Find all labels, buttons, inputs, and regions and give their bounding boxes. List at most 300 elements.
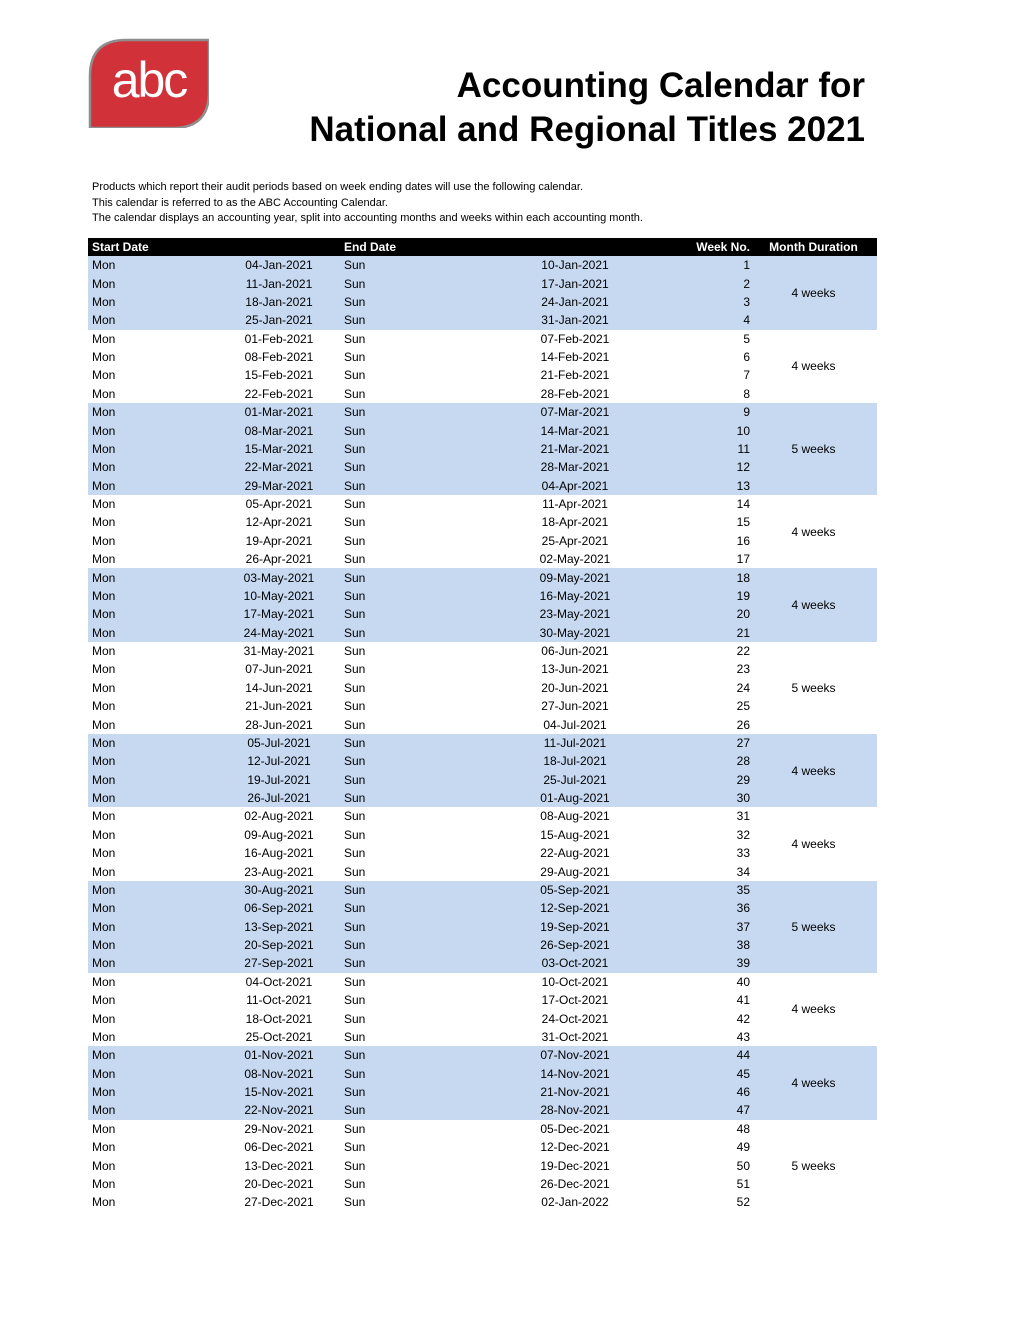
end-date: 17-Oct-2021	[541, 993, 609, 1008]
start-date: 10-May-2021	[216, 587, 342, 605]
start-date: 22-Nov-2021	[216, 1101, 342, 1119]
table-row	[88, 1046, 877, 1064]
month-duration: 4 weeks	[750, 256, 877, 330]
end-day: Sun	[344, 809, 366, 824]
start-date: 23-Aug-2021	[244, 864, 314, 879]
start-date: 08-Feb-2021	[244, 350, 314, 365]
month-duration: 4 weeks	[750, 1046, 877, 1120]
end-date: 24-Jan-2021	[470, 293, 680, 311]
week-no: 51	[736, 1176, 750, 1191]
start-date: 21-Jun-2021	[245, 699, 313, 714]
start-date: 03-May-2021	[216, 568, 342, 586]
start-date: 08-Nov-2021	[216, 1065, 342, 1083]
start-day: Mon	[92, 350, 116, 365]
start-date: 04-Oct-2021	[245, 974, 313, 989]
start-date: 31-May-2021	[243, 644, 315, 659]
end-date: 12-Sep-2021	[470, 899, 680, 917]
start-date: 01-Nov-2021	[216, 1046, 342, 1064]
table-row	[88, 330, 877, 348]
end-day: Sun	[344, 974, 366, 989]
week-no: 24	[736, 680, 750, 695]
end-date: 20-Jun-2021	[541, 680, 609, 695]
end-date: 16-May-2021	[470, 587, 680, 605]
start-date: 14-Jun-2021	[245, 680, 313, 695]
end-date: 18-Apr-2021	[541, 515, 609, 530]
week-no: 47	[680, 1101, 750, 1119]
end-date: 31-Jan-2021	[470, 311, 680, 329]
start-date: 20-Sep-2021	[216, 936, 342, 954]
week-no: 35	[680, 881, 750, 899]
week-no: 3	[680, 293, 750, 311]
end-day: Sun	[342, 256, 470, 274]
week-no: 1	[680, 256, 750, 274]
end-day: Sun	[344, 552, 366, 567]
end-date: 21-Mar-2021	[470, 440, 680, 458]
end-date: 21-Nov-2021	[470, 1083, 680, 1101]
week-no: 49	[736, 1140, 750, 1155]
table-row	[88, 807, 877, 825]
end-day: Sun	[344, 350, 366, 365]
end-date: 13-Jun-2021	[541, 662, 609, 677]
start-date: 25-Oct-2021	[245, 1029, 313, 1044]
start-date: 26-Apr-2021	[245, 552, 313, 567]
page-title	[309, 64, 865, 152]
week-no: 52	[736, 1195, 750, 1210]
week-no: 36	[680, 899, 750, 917]
header-end-date: End Date	[342, 238, 470, 256]
start-day: Mon	[88, 421, 216, 439]
month-duration: 4 weeks	[750, 568, 877, 642]
header-end-blank	[470, 238, 680, 256]
title-line-1: Accounting Calendar for	[456, 66, 865, 105]
start-day: Mon	[92, 1176, 116, 1191]
end-date: 24-Oct-2021	[541, 1011, 609, 1026]
logo-text: abc	[111, 52, 187, 108]
week-no: 46	[680, 1083, 750, 1101]
end-day: Sun	[344, 1140, 366, 1155]
end-date: 01-Aug-2021	[470, 789, 680, 807]
month-duration: 4 weeks	[750, 734, 877, 808]
end-date: 17-Jan-2021	[470, 274, 680, 292]
start-day: Mon	[88, 458, 216, 476]
end-day: Sun	[344, 699, 366, 714]
start-date: 05-Jul-2021	[216, 734, 342, 752]
start-day: Mon	[92, 1029, 116, 1044]
start-day: Mon	[92, 846, 116, 861]
end-date: 02-Jan-2022	[541, 1195, 609, 1210]
end-date: 08-Aug-2021	[540, 809, 610, 824]
end-day: Sun	[342, 477, 470, 495]
table-row	[88, 881, 877, 899]
end-day: Sun	[344, 1121, 366, 1136]
start-date: 06-Sep-2021	[216, 899, 342, 917]
month-duration: 5 weeks	[791, 1158, 836, 1173]
abc-logo	[88, 38, 209, 128]
end-date: 05-Dec-2021	[540, 1121, 610, 1136]
end-date: 14-Mar-2021	[470, 421, 680, 439]
calendar-body	[88, 256, 877, 1212]
end-date: 18-Jul-2021	[470, 752, 680, 770]
start-day: Mon	[88, 1065, 216, 1083]
table-row	[88, 495, 877, 513]
start-date: 15-Nov-2021	[216, 1083, 342, 1101]
end-day: Sun	[344, 993, 366, 1008]
end-day: Sun	[342, 954, 470, 972]
end-day: Sun	[344, 662, 366, 677]
intro-text	[92, 180, 643, 227]
end-day: Sun	[344, 533, 366, 548]
table-row	[88, 973, 877, 991]
start-day: Mon	[88, 477, 216, 495]
start-date: 22-Mar-2021	[216, 458, 342, 476]
end-day: Sun	[344, 497, 366, 512]
end-day: Sun	[342, 1083, 470, 1101]
month-duration: 4 weeks	[791, 1002, 836, 1017]
end-date: 04-Apr-2021	[470, 477, 680, 495]
end-day: Sun	[344, 1195, 366, 1210]
week-no: 15	[736, 515, 750, 530]
month-duration: 4 weeks	[791, 524, 836, 539]
start-day: Mon	[92, 368, 116, 383]
start-date: 01-Feb-2021	[244, 331, 314, 346]
start-day: Mon	[92, 533, 116, 548]
end-day: Sun	[342, 1046, 470, 1064]
end-date: 22-Aug-2021	[540, 846, 610, 861]
start-day: Mon	[92, 1140, 116, 1155]
end-date: 06-Jun-2021	[541, 644, 609, 659]
end-date: 23-May-2021	[470, 605, 680, 623]
start-date: 04-Jan-2021	[216, 256, 342, 274]
end-date: 28-Mar-2021	[470, 458, 680, 476]
start-date: 05-Apr-2021	[245, 497, 313, 512]
end-date: 07-Mar-2021	[470, 403, 680, 421]
end-date: 27-Jun-2021	[541, 699, 609, 714]
week-no: 42	[736, 1011, 750, 1026]
end-day: Sun	[342, 918, 470, 936]
end-day: Sun	[342, 403, 470, 421]
start-day: Mon	[92, 827, 116, 842]
week-no: 21	[680, 624, 750, 642]
start-date: 29-Mar-2021	[216, 477, 342, 495]
start-day: Mon	[92, 1121, 116, 1136]
calendar-table	[88, 238, 877, 1212]
start-date: 18-Oct-2021	[245, 1011, 313, 1026]
month-duration: 5 weeks	[750, 403, 877, 495]
end-date: 09-May-2021	[470, 568, 680, 586]
end-day: Sun	[342, 771, 470, 789]
end-date: 15-Aug-2021	[540, 827, 610, 842]
start-date: 17-May-2021	[216, 605, 342, 623]
start-day: Mon	[92, 644, 116, 659]
end-day: Sun	[344, 368, 366, 383]
start-day: Mon	[92, 974, 116, 989]
start-date: 12-Jul-2021	[216, 752, 342, 770]
start-date: 15-Feb-2021	[244, 368, 314, 383]
start-day: Mon	[88, 403, 216, 421]
week-no: 16	[736, 533, 750, 548]
end-day: Sun	[342, 605, 470, 623]
week-no: 10	[680, 421, 750, 439]
header-week-no: Week No.	[680, 238, 750, 256]
start-day: Mon	[92, 497, 116, 512]
week-no: 38	[680, 936, 750, 954]
week-no: 45	[680, 1065, 750, 1083]
start-day: Mon	[88, 881, 216, 899]
start-day: Mon	[92, 552, 116, 567]
end-day: Sun	[344, 1029, 366, 1044]
end-date: 21-Feb-2021	[540, 368, 610, 383]
end-day: Sun	[342, 421, 470, 439]
end-date: 26-Sep-2021	[470, 936, 680, 954]
end-day: Sun	[342, 1065, 470, 1083]
end-date: 25-Jul-2021	[470, 771, 680, 789]
start-day: Mon	[92, 864, 116, 879]
end-day: Sun	[342, 734, 470, 752]
start-date: 11-Oct-2021	[246, 993, 312, 1008]
start-date: 15-Mar-2021	[216, 440, 342, 458]
end-day: Sun	[344, 1176, 366, 1191]
intro-line-3: The calendar displays an accounting year, split into accounting months and weeks within each accounting month.	[92, 212, 643, 224]
end-day: Sun	[342, 458, 470, 476]
end-day: Sun	[342, 440, 470, 458]
table-row	[88, 403, 877, 421]
start-date: 19-Apr-2021	[245, 533, 313, 548]
week-no: 37	[680, 918, 750, 936]
week-no: 32	[736, 827, 750, 842]
start-date: 12-Apr-2021	[245, 515, 313, 530]
table-row	[88, 734, 877, 752]
week-no: 41	[736, 993, 750, 1008]
month-duration: 5 weeks	[750, 881, 877, 973]
end-date: 07-Nov-2021	[470, 1046, 680, 1064]
start-day: Mon	[88, 440, 216, 458]
end-day: Sun	[342, 624, 470, 642]
week-no: 43	[736, 1029, 750, 1044]
start-day: Mon	[88, 954, 216, 972]
end-day: Sun	[342, 293, 470, 311]
week-no: 6	[743, 350, 750, 365]
start-date: 06-Dec-2021	[244, 1140, 314, 1155]
end-date: 26-Dec-2021	[540, 1176, 610, 1191]
week-no: 17	[736, 552, 750, 567]
week-no: 19	[680, 587, 750, 605]
start-day: Mon	[88, 568, 216, 586]
start-day: Mon	[88, 771, 216, 789]
start-date: 18-Jan-2021	[216, 293, 342, 311]
end-day: Sun	[344, 386, 366, 401]
end-date: 10-Oct-2021	[541, 974, 609, 989]
start-date: 24-May-2021	[216, 624, 342, 642]
month-duration: 4 weeks	[791, 359, 836, 374]
start-date: 29-Nov-2021	[244, 1121, 314, 1136]
start-date: 01-Mar-2021	[216, 403, 342, 421]
week-no: 27	[680, 734, 750, 752]
week-no: 44	[680, 1046, 750, 1064]
end-day: Sun	[342, 311, 470, 329]
end-date: 10-Jan-2021	[470, 256, 680, 274]
end-date: 14-Feb-2021	[540, 350, 610, 365]
month-duration: 5 weeks	[791, 680, 836, 695]
start-date: 11-Jan-2021	[216, 274, 342, 292]
start-date: 22-Feb-2021	[244, 386, 314, 401]
end-day: Sun	[342, 587, 470, 605]
week-no: 34	[736, 864, 750, 879]
start-day: Mon	[92, 1011, 116, 1026]
week-no: 20	[680, 605, 750, 623]
end-day: Sun	[344, 827, 366, 842]
end-day: Sun	[344, 846, 366, 861]
end-date: 03-Oct-2021	[470, 954, 680, 972]
start-date: 08-Mar-2021	[216, 421, 342, 439]
week-no: 14	[736, 497, 750, 512]
start-day: Mon	[92, 331, 116, 346]
title-line-2: National and Regional Titles 2021	[309, 110, 865, 149]
week-no: 22	[736, 644, 750, 659]
start-day: Mon	[92, 680, 116, 695]
end-day: Sun	[344, 864, 366, 879]
start-date: 13-Sep-2021	[216, 918, 342, 936]
end-date: 30-May-2021	[470, 624, 680, 642]
week-no: 39	[680, 954, 750, 972]
end-day: Sun	[344, 1011, 366, 1026]
week-no: 48	[736, 1121, 750, 1136]
start-day: Mon	[88, 936, 216, 954]
end-day: Sun	[344, 717, 366, 732]
start-date: 27-Dec-2021	[244, 1195, 314, 1210]
end-date: 05-Sep-2021	[470, 881, 680, 899]
week-no: 12	[680, 458, 750, 476]
end-day: Sun	[342, 899, 470, 917]
start-date: 07-Jun-2021	[245, 662, 313, 677]
table-row	[88, 256, 877, 274]
start-day: Mon	[88, 605, 216, 623]
start-date: 02-Aug-2021	[244, 809, 314, 824]
week-no: 40	[736, 974, 750, 989]
week-no: 50	[736, 1158, 750, 1173]
end-day: Sun	[342, 274, 470, 292]
intro-line-1: Products which report their audit periods based on week ending dates will use the following calendar.	[92, 181, 584, 193]
end-day: Sun	[342, 568, 470, 586]
start-date: 19-Jul-2021	[216, 771, 342, 789]
end-date: 14-Nov-2021	[470, 1065, 680, 1083]
end-date: 11-Jul-2021	[470, 734, 680, 752]
end-day: Sun	[344, 680, 366, 695]
week-no: 5	[743, 331, 750, 346]
start-day: Mon	[88, 899, 216, 917]
end-day: Sun	[342, 881, 470, 899]
week-no: 4	[680, 311, 750, 329]
start-day: Mon	[88, 624, 216, 642]
end-date: 19-Dec-2021	[540, 1158, 610, 1173]
start-date: 26-Jul-2021	[216, 789, 342, 807]
end-date: 07-Feb-2021	[540, 331, 610, 346]
start-date: 25-Jan-2021	[216, 311, 342, 329]
start-day: Mon	[88, 1046, 216, 1064]
end-date: 11-Apr-2021	[542, 497, 608, 512]
start-day: Mon	[92, 662, 116, 677]
end-day: Sun	[342, 936, 470, 954]
week-no: 11	[680, 440, 750, 458]
start-date: 13-Dec-2021	[244, 1158, 314, 1173]
start-day: Mon	[92, 993, 116, 1008]
end-day: Sun	[344, 515, 366, 530]
start-date: 28-Jun-2021	[245, 717, 313, 732]
start-date: 27-Sep-2021	[216, 954, 342, 972]
week-no: 25	[736, 699, 750, 714]
week-no: 8	[743, 386, 750, 401]
start-day: Mon	[92, 809, 116, 824]
table-header-row	[88, 238, 877, 256]
end-day: Sun	[342, 789, 470, 807]
header-start-blank	[216, 238, 342, 256]
week-no: 18	[680, 568, 750, 586]
end-date: 19-Sep-2021	[470, 918, 680, 936]
start-day: Mon	[88, 789, 216, 807]
end-date: 29-Aug-2021	[540, 864, 610, 879]
month-duration: 4 weeks	[791, 837, 836, 851]
start-day: Mon	[88, 1101, 216, 1119]
start-date: 20-Dec-2021	[244, 1176, 314, 1191]
start-date: 30-Aug-2021	[216, 881, 342, 899]
start-day: Mon	[88, 311, 216, 329]
table-row	[88, 642, 877, 660]
week-no: 26	[736, 717, 750, 732]
header-start-date: Start Date	[88, 238, 216, 256]
start-day: Mon	[92, 717, 116, 732]
end-date: 04-Jul-2021	[543, 717, 607, 732]
start-day: Mon	[88, 752, 216, 770]
table-row	[88, 1120, 877, 1138]
start-day: Mon	[88, 734, 216, 752]
end-day: Sun	[342, 1101, 470, 1119]
header-month-duration: Month Duration	[750, 238, 877, 256]
end-day: Sun	[342, 752, 470, 770]
end-date: 12-Dec-2021	[540, 1140, 610, 1155]
week-no: 30	[680, 789, 750, 807]
start-date: 16-Aug-2021	[244, 846, 314, 861]
week-no: 28	[680, 752, 750, 770]
end-date: 02-May-2021	[539, 552, 611, 567]
start-day: Mon	[88, 274, 216, 292]
start-day: Mon	[92, 1195, 116, 1210]
start-day: Mon	[88, 587, 216, 605]
end-date: 31-Oct-2021	[541, 1029, 609, 1044]
end-day: Sun	[344, 1158, 366, 1173]
end-date: 25-Apr-2021	[541, 533, 609, 548]
start-day: Mon	[92, 515, 116, 530]
table-row	[88, 568, 877, 586]
end-date: 28-Feb-2021	[540, 386, 610, 401]
intro-line-2: This calendar is referred to as the ABC Accounting Calendar.	[92, 196, 388, 209]
end-date: 28-Nov-2021	[470, 1101, 680, 1119]
week-no: 2	[680, 274, 750, 292]
week-no: 29	[680, 771, 750, 789]
week-no: 31	[736, 809, 750, 824]
start-date: 09-Aug-2021	[244, 827, 314, 842]
week-no: 13	[680, 477, 750, 495]
start-day: Mon	[92, 699, 116, 714]
end-day: Sun	[344, 331, 366, 346]
week-no: 9	[680, 403, 750, 421]
week-no: 33	[736, 846, 750, 861]
start-day: Mon	[88, 256, 216, 274]
start-day: Mon	[88, 1083, 216, 1101]
start-day: Mon	[88, 293, 216, 311]
end-day: Sun	[344, 644, 366, 659]
start-day: Mon	[88, 918, 216, 936]
start-day: Mon	[92, 386, 116, 401]
week-no: 23	[736, 662, 750, 677]
